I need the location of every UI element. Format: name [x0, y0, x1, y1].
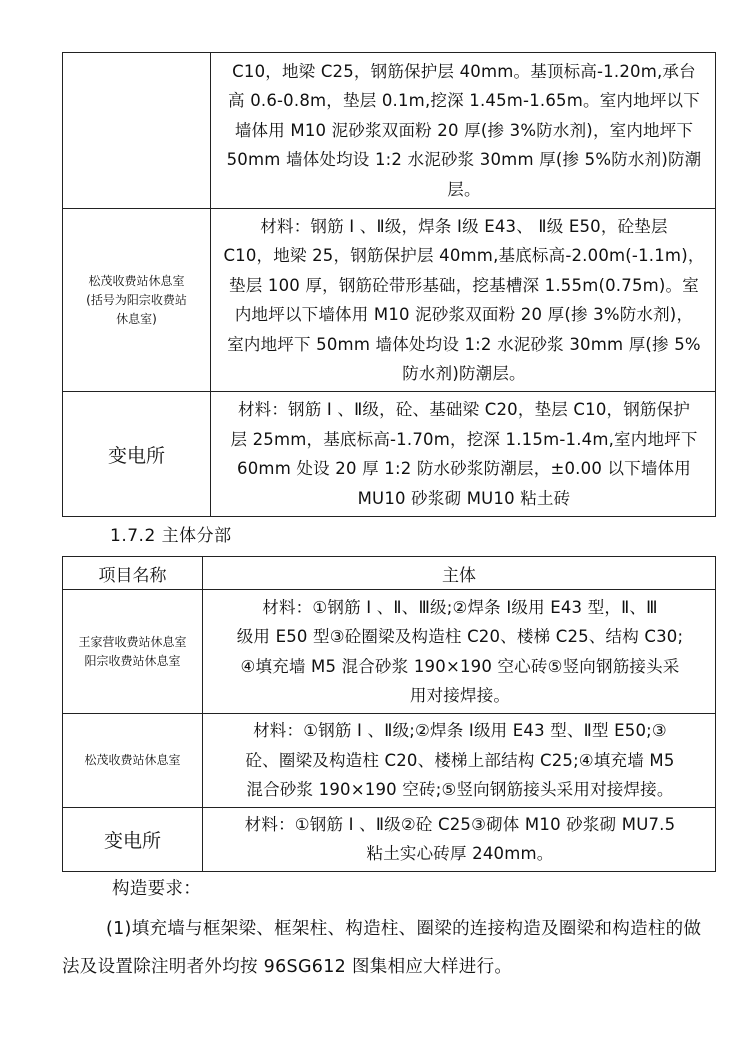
project-name-line: 休息室) — [116, 311, 157, 326]
spec-cell — [211, 209, 716, 392]
column-header-name: 项目名称 — [63, 557, 203, 590]
paragraph-rule-1: (1)填充墙与框架梁、框架柱、构造柱、圈梁的连接构造及圈梁和构造柱的做法及设置除注明者外均按 96SG612 图集相应大样进行。 — [62, 919, 702, 977]
table-row — [63, 714, 716, 808]
column-header-body: 主体 — [203, 557, 716, 590]
project-name-cell — [63, 392, 211, 517]
project-name-line: 阳宗收费站休息室 — [84, 653, 181, 668]
spec-line: 防水剂)防潮层。 — [402, 364, 526, 383]
main-structure-table — [62, 556, 716, 872]
spec-line: 用对接焊接。 — [409, 686, 511, 705]
project-name-line: 松茂收费站休息室 — [88, 273, 185, 288]
project-name-cell — [63, 807, 203, 871]
spec-cell — [203, 714, 716, 808]
spec-cell — [211, 53, 716, 209]
project-name-cell — [63, 209, 211, 392]
spec-line: 60mm 处设 20 厚 1:2 防水砂浆防潮层，±0.00 以下墙体用 — [237, 459, 691, 478]
spec-line: 内地坪以下墙体用 M10 泥砂浆双面粉 20 厚(掺 3%防水剂)， — [234, 305, 694, 324]
section-heading: 1.7.2 主体分部 — [110, 526, 232, 546]
project-name-line: 变电所 — [107, 444, 165, 467]
spec-cell — [203, 807, 716, 871]
spec-line: 材料：钢筋 Ⅰ 、Ⅱ级，焊条 Ⅰ级 E43、 Ⅱ级 E50，砼垫层 — [260, 216, 668, 236]
project-name-line: (括号为阳宗收费站 — [86, 292, 187, 307]
spec-cell — [203, 590, 716, 714]
spec-line: 高 0.6-0.8m，垫层 0.1m,挖深 1.45m-1.65m。室内地坪以下 — [228, 91, 700, 111]
spec-line: 垫层 100 厚，钢筋砼带形基础，挖基槽深 1.55m(0.75m)。室 — [229, 275, 699, 295]
spec-line: 材料：①钢筋 Ⅰ 、Ⅱ级②砼 C25③砌体 M10 砂浆砌 MU7.5 — [244, 814, 676, 834]
table-row — [63, 209, 716, 392]
spec-line: 材料：钢筋 Ⅰ 、Ⅱ级，砼、基础梁 C20，垫层 C10，钢筋保护 — [237, 400, 691, 419]
table-row — [63, 807, 716, 871]
spec-line: 砼、圈梁及构造柱 C20、楼梯上部结构 C25;④填充墙 M5 — [245, 750, 675, 770]
spec-line: 层 25mm，基底标高-1.70m，挖深 1.15m-1.4m,室内地坪下 — [230, 429, 698, 449]
project-name-cell — [63, 53, 211, 209]
foundation-table — [62, 52, 716, 517]
spec-line: C10，地梁 25，钢筋保护层 40mm,基底标高-2.00m(-1.1m)， — [223, 246, 705, 265]
project-name-line: 王家营收费站休息室 — [78, 634, 187, 649]
spec-line: 室内地坪下 50mm 墙体处均设 1:2 水泥砂浆 30mm 厚(掺 5% — [227, 334, 701, 354]
table-header-row — [63, 557, 716, 590]
spec-cell — [211, 392, 716, 517]
spec-line: 粘土实心砖厚 240mm。 — [366, 844, 554, 863]
project-name-line: 松茂收费站休息室 — [84, 752, 181, 767]
spec-line: 混合砂浆 190×190 空砖;⑤竖向钢筋接头采用对接焊接。 — [246, 780, 674, 799]
spec-line: 材料：①钢筋 Ⅰ 、Ⅱ、Ⅲ级;②焊条 Ⅰ级用 E43 型，Ⅱ、Ⅲ — [262, 597, 658, 617]
spec-line: C10，地梁 C25，钢筋保护层 40mm。基顶标高-1.20m,承台 — [232, 61, 696, 81]
spec-line: 墙体用 M10 泥砂浆双面粉 20 厚(掺 3%防水剂)，室内地坪下 — [234, 120, 694, 140]
table-row — [63, 392, 716, 517]
table-row — [63, 53, 716, 209]
project-name-cell — [63, 590, 203, 714]
spec-line: MU10 砂浆砌 MU10 粘土砖 — [357, 488, 571, 508]
spec-line: 层。 — [447, 179, 481, 199]
spec-line: 材料：①钢筋 Ⅰ 、Ⅱ级;②焊条 Ⅰ级用 E43 型、Ⅱ型 E50;③ — [253, 721, 667, 740]
spec-line: 50mm 墙体处均设 1:2 水泥砂浆 30mm 厚(掺 5%防水剂)防潮 — [226, 150, 702, 170]
project-name-cell — [63, 714, 203, 808]
spec-line: 级用 E50 型③砼圈梁及构造柱 C20、楼梯 C25、结构 C30; — [236, 627, 684, 646]
project-name-line: 变电所 — [103, 829, 161, 852]
spec-line: ④填充墙 M5 混合砂浆 190×190 空心砖⑤竖向钢筋接头采 — [240, 656, 680, 676]
paragraph-intro: 构造要求： — [112, 879, 201, 899]
table-row — [63, 590, 716, 714]
